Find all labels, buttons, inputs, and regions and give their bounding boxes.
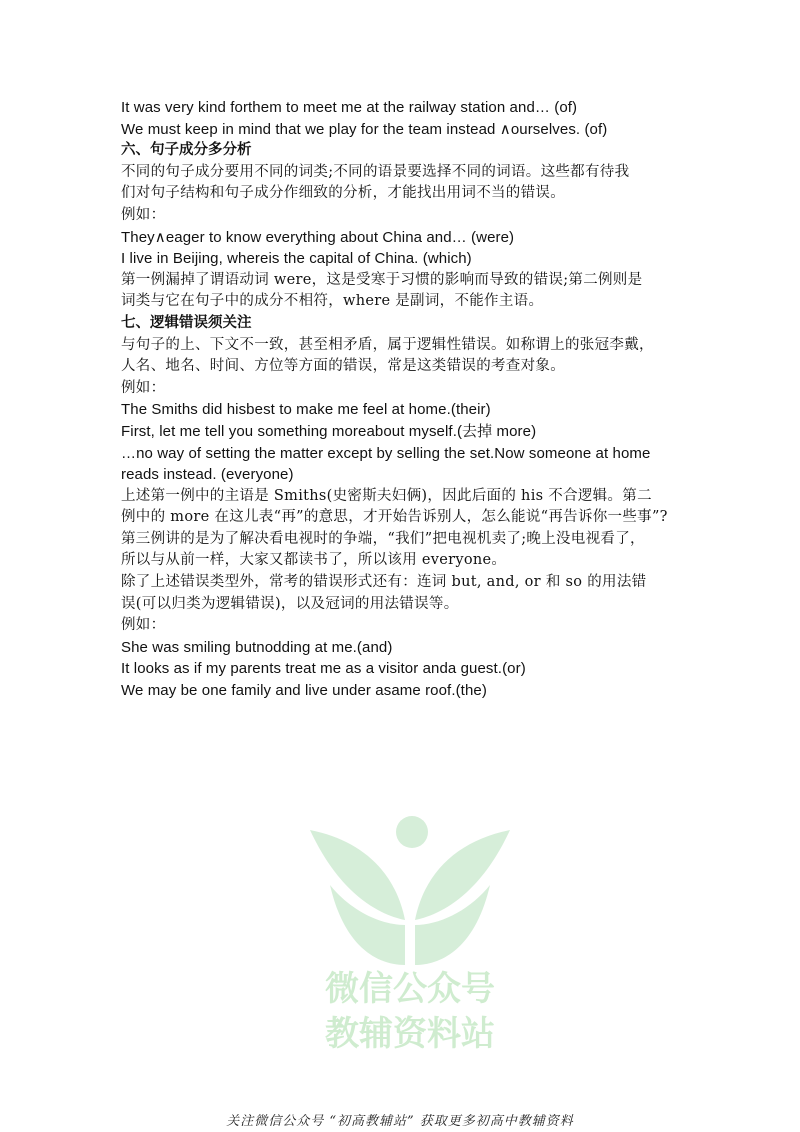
text-line: 所以与从前一样，大家又都读书了，所以该用 everyone。 (121, 552, 507, 569)
text-line: 上述第一例中的主语是 Smiths(史密斯夫妇俩)，因此后面的 his 不合逻辑。第二 (121, 487, 652, 504)
text-line: reads instead. (everyone) (121, 466, 294, 484)
text-line: 例中的 more 在这儿表“再”的意思，才开始告诉别人，怎么能说“再告诉你一些事”? (121, 509, 668, 526)
text-line: She was smiling butnodding at me.(and) (121, 638, 393, 656)
text-line: 误(可以归类为逻辑错误)，以及冠词的用法错误等。 (121, 595, 459, 612)
page-footer: 关注微信公众号 “初高教辅站” 获取更多初高中教辅资料 (226, 1114, 574, 1129)
text-line: 第一例漏掉了谓语动词 were，这是受寒于习惯的影响而导致的错误;第二例则是 (121, 271, 643, 288)
text-line: 除了上述错误类型外，常考的错误形式还有：连词 but, and, or 和 so 的用法错 (121, 574, 647, 591)
text-line: 例如： (121, 206, 166, 223)
text-line: First, let me tell you something moreabout myself.(去掉 more) (121, 422, 537, 440)
text-line: It was very kind forthem to meet me at the railway station and… (of) (121, 99, 578, 116)
document-body (121, 97, 681, 702)
text-line: We must keep in mind that we play for the team instead ∧ourselves. (of) (121, 120, 608, 138)
text-line: They∧eager to know everything about China and… (were) (121, 228, 515, 246)
text-line: …no way of setting the matter except by selling the set.Now someone at home (121, 444, 651, 462)
text-line: 不同的句子成分要用不同的词类;不同的语景要选择不同的词语。这些都有待我 (121, 163, 630, 180)
text-line: It looks as if my parents treat me as a visitor anda guest.(or) (121, 660, 526, 678)
text-line: 例如： (121, 617, 166, 634)
section-heading: 六、句子成分多分析 (121, 142, 252, 159)
text-line: 人名、地名、时间、方位等方面的错误，常是这类错误的考查对象。 (121, 358, 565, 375)
text-line: 与句子的上、下文不一致，甚至相矛盾，属于逻辑性错误。如称谓上的张冠李戴， (121, 336, 654, 353)
section-heading: 七、逻辑错误须关注 (121, 314, 252, 331)
text-line: We may be one family and live under asame roof.(the) (121, 682, 487, 700)
text-line: 第三例讲的是为了解决看电视时的争端，“我们”把电视机卖了;晚上没电视看了， (121, 530, 645, 547)
watermark-text-line1: 微信公众号 (325, 969, 495, 1009)
watermark-logo (300, 800, 520, 1070)
text-line: 词类与它在句子中的成分不相符，where 是副词，不能作主语。 (121, 293, 544, 310)
text-line: The Smiths did hisbest to make me feel at home.(their) (121, 401, 491, 419)
text-line: I live in Beijing, whereis the capital of China. (which) (121, 250, 472, 268)
text-line: 例如： (121, 379, 166, 396)
watermark-text-line2: 教辅资料站 (325, 1014, 495, 1054)
text-line: 们对句子结构和句子成分作细致的分析，才能找出用词不当的错误。 (121, 185, 565, 202)
watermark-leaf-icon (310, 816, 510, 965)
